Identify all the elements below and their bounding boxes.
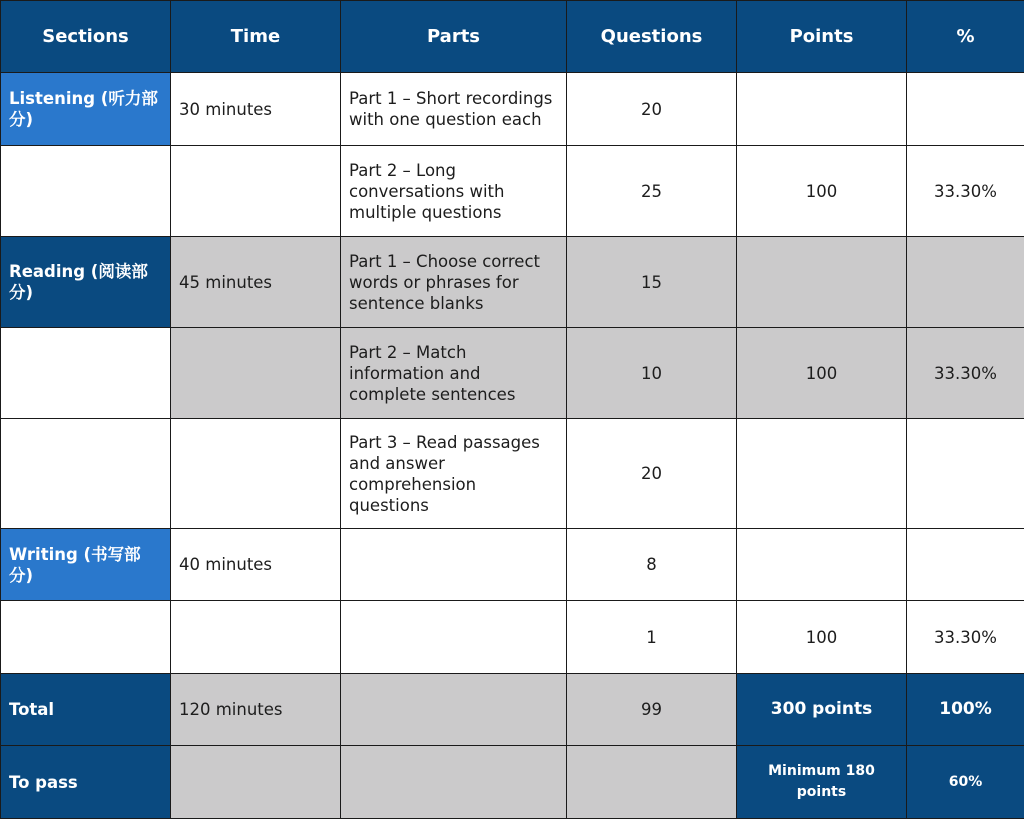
percent-cell xyxy=(907,73,1024,146)
table-row xyxy=(1,73,1024,146)
time-cell: 45 minutes xyxy=(171,237,341,328)
time-cell xyxy=(171,746,341,819)
percent-cell xyxy=(907,529,1024,601)
part-cell xyxy=(341,601,567,674)
time-cell xyxy=(171,601,341,674)
section-cell xyxy=(1,601,171,674)
table-row xyxy=(1,601,1024,674)
section-cell: Listening (听力部分) xyxy=(1,73,171,146)
part-cell: Part 1 – Choose correct words or phrases for sentence blanks xyxy=(341,237,567,328)
header-questions: Questions xyxy=(567,1,737,73)
questions-cell: 1 xyxy=(567,601,737,674)
header-time: Time xyxy=(171,1,341,73)
questions-cell: 15 xyxy=(567,237,737,328)
points-cell: 100 xyxy=(737,601,907,674)
questions-cell: 8 xyxy=(567,529,737,601)
section-cell: Total xyxy=(1,674,171,746)
part-cell xyxy=(341,746,567,819)
points-cell: Minimum 180 points xyxy=(737,746,907,819)
questions-cell: 20 xyxy=(567,73,737,146)
part-cell xyxy=(341,674,567,746)
time-cell: 40 minutes xyxy=(171,529,341,601)
points-cell xyxy=(737,237,907,328)
section-cell: Reading (阅读部分) xyxy=(1,237,171,328)
table-row xyxy=(1,419,1024,529)
questions-cell: 25 xyxy=(567,146,737,237)
section-cell xyxy=(1,419,171,529)
percent-cell xyxy=(907,237,1024,328)
part-cell: Part 3 – Read passages and answer comprehension questions xyxy=(341,419,567,529)
questions-cell: 10 xyxy=(567,328,737,419)
questions-cell: 20 xyxy=(567,419,737,529)
percent-cell: 100% xyxy=(907,674,1024,746)
questions-cell: 99 xyxy=(567,674,737,746)
time-cell: 30 minutes xyxy=(171,73,341,146)
points-cell: 300 points xyxy=(737,674,907,746)
questions-cell xyxy=(567,746,737,819)
part-cell: Part 2 – Match information and complete sentences xyxy=(341,328,567,419)
header-parts: Parts xyxy=(341,1,567,73)
table-row xyxy=(1,237,1024,328)
percent-cell: 33.30% xyxy=(907,601,1024,674)
percent-cell: 60% xyxy=(907,746,1024,819)
total-row xyxy=(1,674,1024,746)
part-cell: Part 1 – Short recordings with one question each xyxy=(341,73,567,146)
part-cell xyxy=(341,529,567,601)
section-cell: To pass xyxy=(1,746,171,819)
section-cell: Writing (书写部分) xyxy=(1,529,171,601)
header-sections: Sections xyxy=(1,1,171,73)
time-cell: 120 minutes xyxy=(171,674,341,746)
points-cell: 100 xyxy=(737,328,907,419)
time-cell xyxy=(171,328,341,419)
time-cell xyxy=(171,419,341,529)
header-points: Points xyxy=(737,1,907,73)
header-row xyxy=(1,1,1024,73)
part-cell: Part 2 – Long conversations with multiple questions xyxy=(341,146,567,237)
time-cell xyxy=(171,146,341,237)
table-row xyxy=(1,529,1024,601)
section-cell xyxy=(1,328,171,419)
points-cell xyxy=(737,419,907,529)
points-cell xyxy=(737,529,907,601)
header-percent: % xyxy=(907,1,1024,73)
percent-cell: 33.30% xyxy=(907,328,1024,419)
points-cell: 100 xyxy=(737,146,907,237)
table-row xyxy=(1,328,1024,419)
section-cell xyxy=(1,146,171,237)
points-cell xyxy=(737,73,907,146)
percent-cell: 33.30% xyxy=(907,146,1024,237)
percent-cell xyxy=(907,419,1024,529)
pass-row xyxy=(1,746,1024,819)
table-row xyxy=(1,146,1024,237)
